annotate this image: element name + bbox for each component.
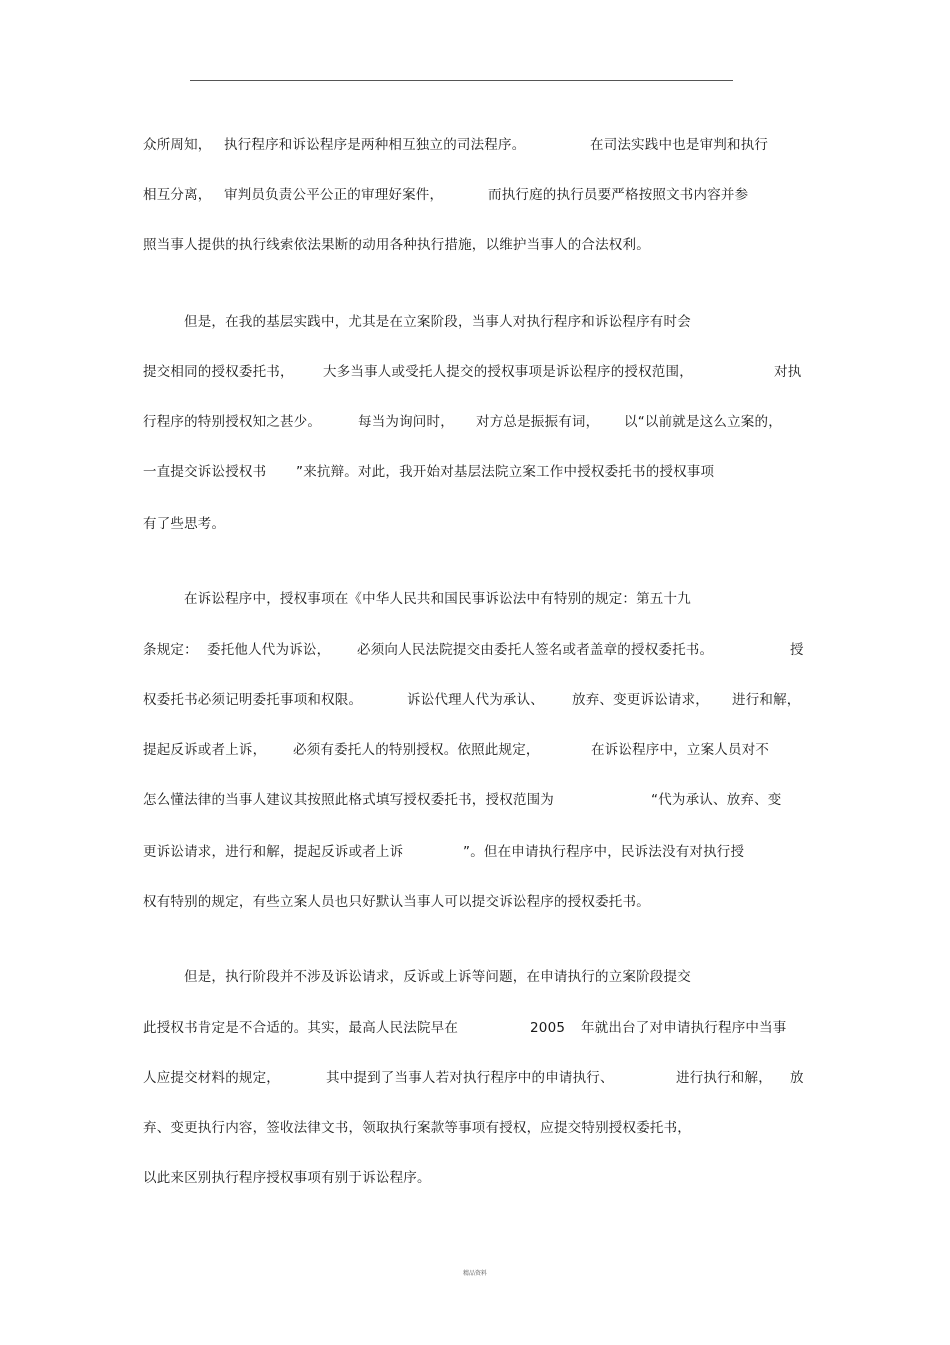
text-line: 执行程序和诉讼程序是两种相互独立的司法程序。 (224, 137, 526, 153)
text-line: 更诉讼请求，进行和解，提起反诉或者上诉 (143, 844, 404, 860)
text-line: 年就出台了对申请执行程序中当事 (581, 1020, 787, 1036)
text-line: 进行和解， (732, 692, 801, 708)
text-line: 条规定： (143, 642, 198, 658)
text-line: 审判员负责公平公正的审理好案件， (224, 187, 444, 203)
text-line: 怎么懂法律的当事人建议其按照此格式填写授权委托书，授权范围为 (143, 792, 554, 808)
page-footer: 精品资料 (462, 1270, 487, 1277)
text-line: 对方总是振振有词， (476, 414, 600, 430)
text-line: 委托他人代为诉讼， (207, 642, 331, 658)
text-line: 在司法实践中也是审判和执行 (590, 137, 769, 153)
text-line: ”来抗辩。对此，我开始对基层法院立案工作中授权委托书的授权事项 (296, 464, 715, 480)
text-line: 但是，在我的基层实践中，尤其是在立案阶段，当事人对执行程序和诉讼程序有时会 (184, 314, 691, 330)
text-line: 授 (790, 642, 804, 658)
text-line: 行程序的特别授权知之甚少。 (143, 414, 322, 430)
text-line: 权委托书必须记明委托事项和权限。 (143, 692, 363, 708)
text-line: 放弃、变更诉讼请求， (572, 692, 709, 708)
text-line: 但是，执行阶段并不涉及诉讼请求，反诉或上诉等问题，在申请执行的立案阶段提交 (184, 969, 691, 985)
text-line: 在诉讼程序中，授权事项在《中华人民共和国民事诉讼法中有特别的规定：第五十九 (184, 591, 691, 607)
text-line: “代为承认、放弃、变 (651, 792, 782, 808)
header-rule (190, 80, 733, 81)
text-line: 提起反诉或者上诉， (143, 742, 267, 758)
text-line: 每当为询问时， (358, 414, 454, 430)
text-line: 有了些思考。 (143, 516, 226, 532)
text-line: 对执 (774, 364, 802, 380)
text-line: 权有特别的规定，有些立案人员也只好默认当事人可以提交诉讼程序的授权委托书。 (143, 894, 650, 910)
text-line: 必须有委托人的特别授权。依照此规定， (293, 742, 540, 758)
text-line: 必须向人民法院提交由委托人签名或者盖章的授权委托书。 (357, 642, 714, 658)
text-line: 放 (790, 1070, 804, 1086)
text-line: 此授权书肯定是不合适的。其实，最高人民法院早在 (143, 1020, 459, 1036)
text-line: 人应提交材料的规定， (143, 1070, 280, 1086)
text-line: 2005 (530, 1020, 566, 1036)
text-line: ”。但在申请执行程序中，民诉法没有对执行授 (463, 844, 745, 860)
text-line: 大多当事人或受托人提交的授权事项是诉讼程序的授权范围， (323, 364, 693, 380)
text-line: 提交相同的授权委托书， (143, 364, 294, 380)
text-line: 弃、变更执行内容，签收法律文书，领取执行案款等事项有授权，应提交特别授权委托书， (143, 1120, 691, 1136)
text-line: 在诉讼程序中，立案人员对不 (591, 742, 770, 758)
text-line: 以“以前就是这么立案的， (624, 414, 782, 430)
text-line: 相互分离， (143, 187, 212, 203)
text-line: 而执行庭的执行员要严格按照文书内容并参 (488, 187, 749, 203)
text-line: 一直提交诉讼授权书 (143, 464, 267, 480)
text-line: 其中提到了当事人若对执行程序中的申请执行、 (326, 1070, 614, 1086)
text-line: 以此来区别执行程序授权事项有别于诉讼程序。 (143, 1170, 431, 1186)
text-line: 照当事人提供的执行线索依法果断的动用各种执行措施，以维护当事人的合法权利。 (143, 237, 650, 253)
text-line: 诉讼代理人代为承认、 (407, 692, 544, 708)
text-line: 众所周知， (143, 137, 212, 153)
text-line: 进行执行和解， (676, 1070, 772, 1086)
